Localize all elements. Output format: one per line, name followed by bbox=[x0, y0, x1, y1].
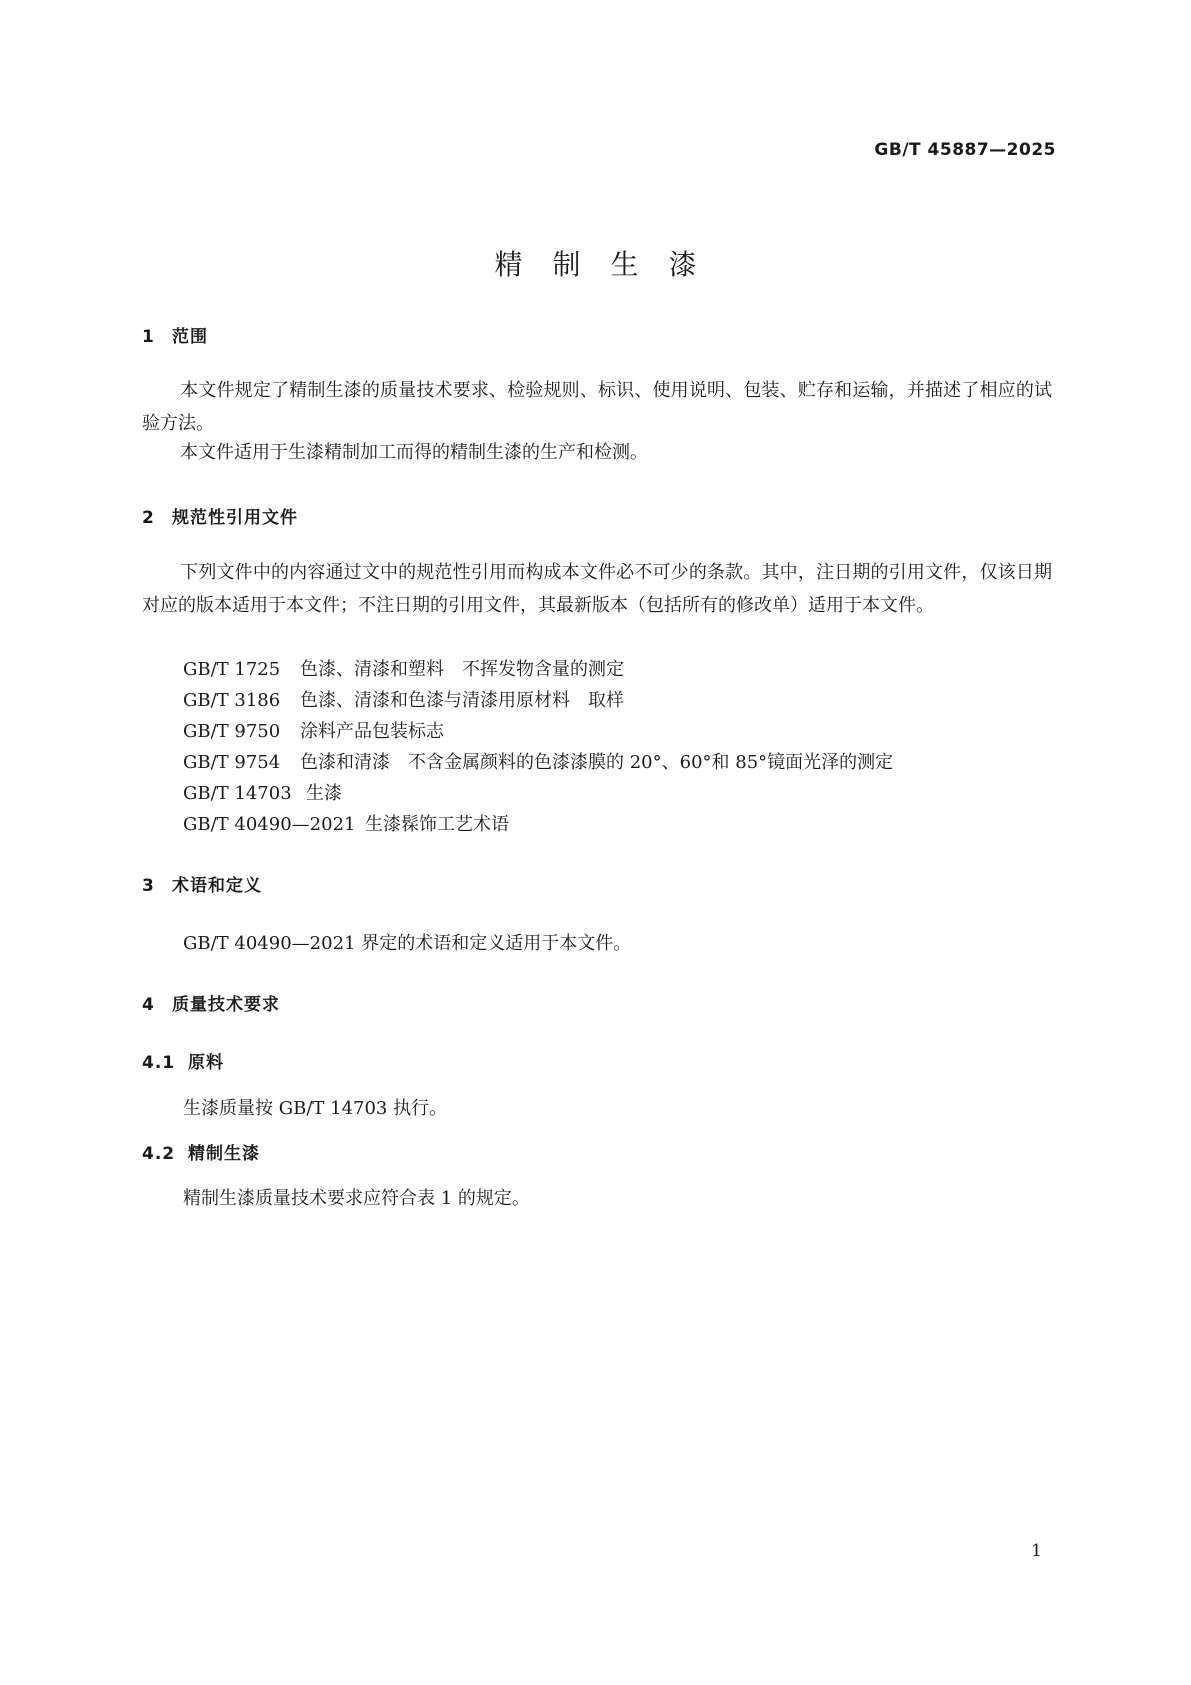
section-2-number: 2 bbox=[142, 508, 155, 528]
section-3-paragraph: GB/T 40490—2021 界定的术语和定义适用于本文件。 bbox=[183, 933, 632, 954]
reference-item bbox=[183, 686, 624, 712]
reference-item bbox=[183, 810, 509, 836]
section-1-paragraph-2-text: 本文件适用于生漆精制加工而得的精制生漆的生产和检测。 bbox=[180, 442, 648, 463]
section-3-number: 3 bbox=[142, 876, 155, 896]
section-4-title: 质量技术要求 bbox=[172, 995, 280, 1015]
reference-code: GB/T 9750 bbox=[183, 721, 281, 742]
section-3-title: 术语和定义 bbox=[172, 876, 262, 896]
reference-title: 色漆、清漆和色漆与清漆用原材料 取样 bbox=[300, 690, 624, 711]
section-1-title: 范围 bbox=[172, 327, 208, 347]
section-1-paragraph-1-text: 本文件规定了精制生漆的质量技术要求、检验规则、标识、使用说明、包装、贮存和运输，并描述了相应的试验方法。 bbox=[142, 380, 1052, 434]
section-1-paragraph-1 bbox=[142, 374, 1052, 440]
reference-title: 涂料产品包装标志 bbox=[300, 721, 444, 742]
section-4-1-title: 原料 bbox=[188, 1053, 224, 1073]
section-4-1-paragraph: 生漆质量按 GB/T 14703 执行。 bbox=[183, 1098, 448, 1119]
section-2-intro-text: 下列文件中的内容通过文中的规范性引用而构成本文件必不可少的条款。其中，注日期的引用文件，仅该日期对应的版本适用于本文件；不注日期的引用文件，其最新版本（包括所有的修改单）适用于本文件。 bbox=[142, 562, 1052, 616]
section-4-2-heading bbox=[142, 1139, 260, 1164]
section-3-heading bbox=[142, 871, 262, 896]
reference-code: GB/T 14703 bbox=[183, 783, 292, 804]
section-4-1-heading bbox=[142, 1048, 224, 1073]
reference-title: 色漆、清漆和塑料 不挥发物含量的测定 bbox=[300, 659, 624, 680]
section-2-intro bbox=[142, 556, 1052, 622]
reference-code: GB/T 9754 bbox=[183, 752, 281, 773]
reference-item bbox=[183, 748, 893, 774]
section-4-2-title: 精制生漆 bbox=[188, 1144, 260, 1164]
section-2-heading bbox=[142, 503, 298, 528]
reference-title: 生漆髹饰工艺术语 bbox=[365, 814, 509, 835]
section-1-number: 1 bbox=[142, 327, 155, 347]
section-4-heading bbox=[142, 990, 280, 1015]
reference-item bbox=[183, 779, 342, 805]
section-2-title: 规范性引用文件 bbox=[172, 508, 298, 528]
reference-item bbox=[183, 655, 624, 681]
section-4-2-paragraph: 精制生漆质量技术要求应符合表 1 的规定。 bbox=[183, 1188, 530, 1209]
section-1-heading bbox=[142, 322, 208, 347]
reference-item bbox=[183, 717, 444, 743]
page-number: 1 bbox=[1031, 1541, 1042, 1561]
document-title: 精制生漆 bbox=[494, 248, 727, 281]
reference-code: GB/T 1725 bbox=[183, 659, 281, 680]
section-4-number: 4 bbox=[142, 995, 155, 1015]
reference-code: GB/T 40490—2021 bbox=[183, 814, 356, 835]
reference-title: 色漆和清漆 不含金属颜料的色漆漆膜的 20°、60°和 85°镜面光泽的测定 bbox=[300, 752, 894, 773]
reference-title: 生漆 bbox=[306, 783, 342, 804]
section-1-paragraph-2 bbox=[142, 436, 1052, 469]
reference-code: GB/T 3186 bbox=[183, 690, 281, 711]
section-4-1-number: 4.1 bbox=[142, 1053, 176, 1073]
document-code: GB/T 45887—2025 bbox=[874, 140, 1056, 160]
section-4-2-number: 4.2 bbox=[142, 1144, 176, 1164]
